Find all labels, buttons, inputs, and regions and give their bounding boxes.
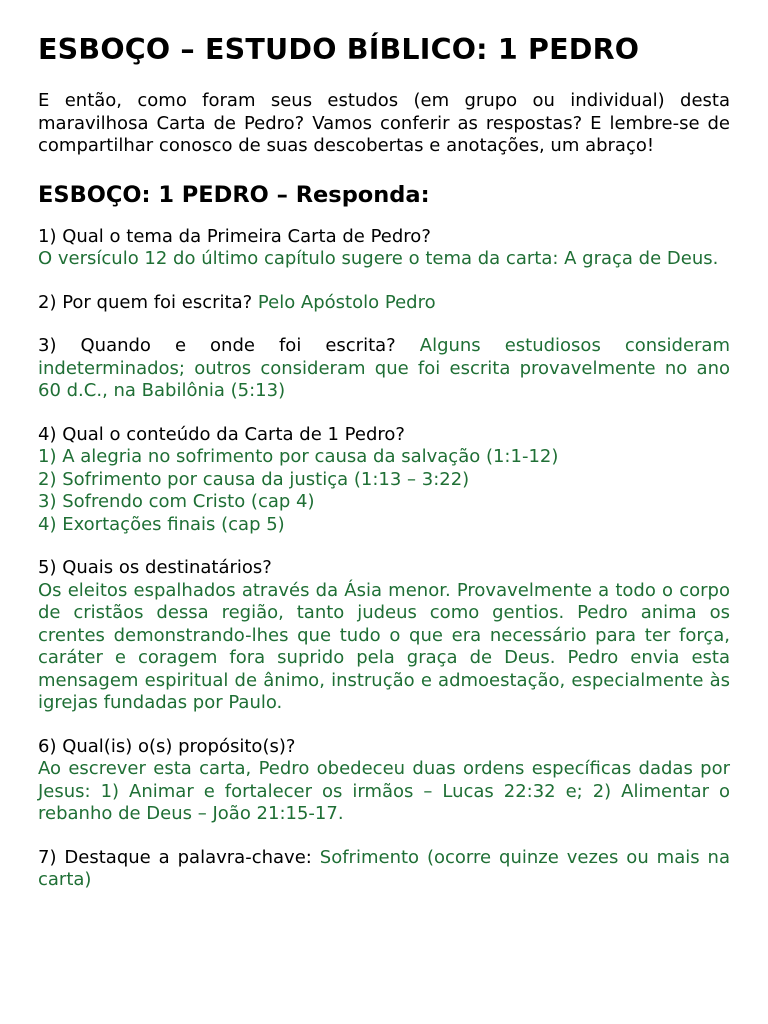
- page-title: ESBOÇO – ESTUDO BÍBLICO: 1 PEDRO: [38, 33, 640, 66]
- answer-4-line-3: 3) Sofrendo com Cristo (cap 4): [38, 491, 315, 512]
- question-block-4: [38, 424, 730, 537]
- question-block-2: [38, 292, 730, 315]
- answer-7: Sofrimento (ocorre quinze vezes ou mais na carta): [38, 846, 730, 890]
- question-block-7: [38, 847, 730, 892]
- answer-1: O versículo 12 do último capítulo sugere o tema da carta: A graça de Deus.: [38, 248, 719, 269]
- section-heading: ESBOÇO: 1 PEDRO – Responda:: [38, 181, 430, 208]
- question-block-3: [38, 335, 730, 403]
- question-block-6: [38, 736, 730, 826]
- question-block-1: [38, 226, 730, 271]
- answer-2: Pelo Apóstolo Pedro: [257, 291, 436, 313]
- answer-4-line-1: 1) A alegria no sofrimento por causa da salvação (1:1-12): [38, 446, 559, 467]
- question-3: 3) Quando e onde foi escrita?: [38, 335, 420, 356]
- question-7: 7) Destaque a palavra-chave:: [38, 846, 320, 868]
- answer-3: Alguns estudiosos consideram indeterminados; outros consideram que foi escrita provavelmente no ano 60 d.C., na Babilônia (5:13): [38, 335, 730, 401]
- question-1: 1) Qual o tema da Primeira Carta de Pedro?: [38, 225, 431, 247]
- answer-4-line-4: 4) Exortações finais (cap 5): [38, 513, 285, 535]
- answer-4-line-2: 2) Sofrimento por causa da justiça (1:13 – 3:22): [38, 468, 470, 490]
- answer-6: Ao escrever esta carta, Pedro obedeceu duas ordens específicas dadas por Jesus: 1) Animar e fortalecer os irmãos – Lucas 22:32 e; 2) Alimentar o rebanho de Deus – João 21:15-17.: [38, 758, 730, 824]
- question-block-5: [38, 557, 730, 715]
- question-5: 5) Quais os destinatários?: [38, 557, 272, 578]
- question-6: 6) Qual(is) o(s) propósito(s)?: [38, 735, 296, 757]
- question-4: 4) Qual o conteúdo da Carta de 1 Pedro?: [38, 423, 405, 445]
- question-2: 2) Por quem foi escrita?: [38, 291, 258, 313]
- answer-5: Os eleitos espalhados através da Ásia menor. Provavelmente a todo o corpo de cristãos dessa região, tanto judeus como gentios. Pedro anima os crentes demonstrando-lhes que tudo o que era necessário para ter força, caráter e coragem fora suprido pela graça de Deus. Pedro envia esta mensagem espiritual de ânimo, instrução e admoestação, especialmente às igrejas fundadas por Paulo.: [38, 579, 730, 713]
- intro-paragraph: E então, como foram seus estudos (em grupo ou individual) desta maravilhosa Carta de Pedro? Vamos conferir as respostas? E lembre-se de compartilhar conosco de suas descobertas e anotações, um abraço!: [38, 90, 730, 156]
